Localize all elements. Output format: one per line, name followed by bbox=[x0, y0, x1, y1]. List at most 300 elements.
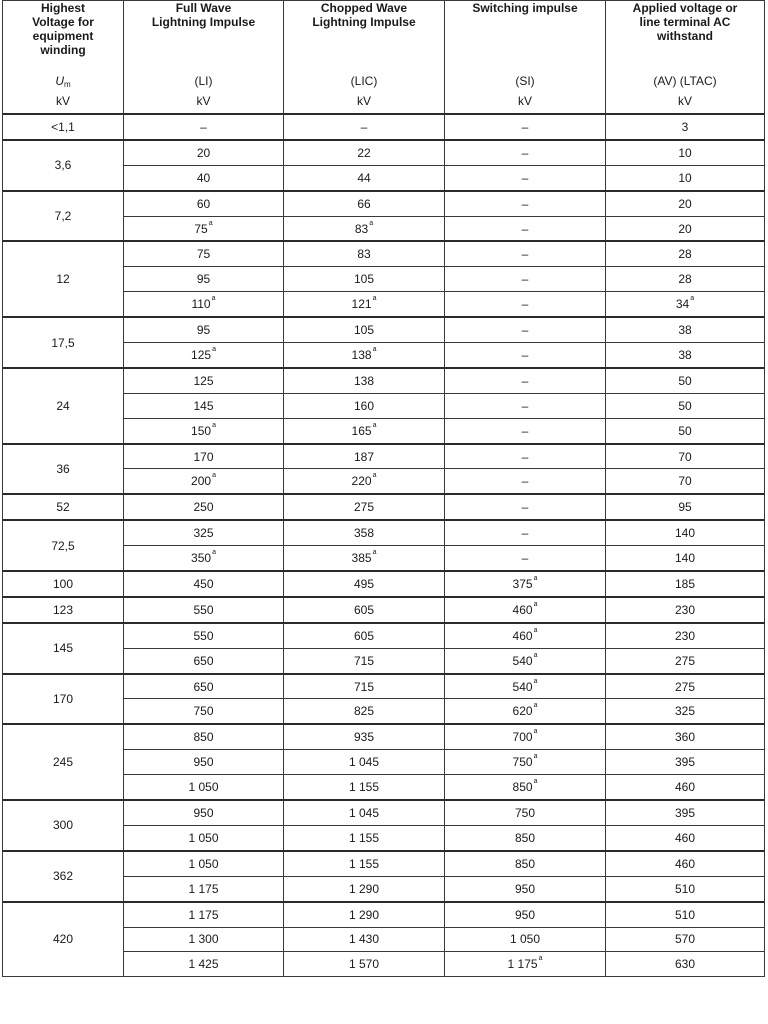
um-value: 7,2 bbox=[54, 209, 72, 224]
cell-si bbox=[445, 825, 606, 850]
cell-av bbox=[606, 393, 765, 418]
cell-si bbox=[445, 699, 606, 724]
table-row bbox=[3, 140, 765, 165]
si-value: 850 bbox=[514, 856, 536, 871]
cell-lic bbox=[284, 241, 445, 266]
cell-li bbox=[124, 952, 284, 977]
si-value: 950 bbox=[514, 881, 536, 896]
cell-si bbox=[445, 750, 606, 775]
cell-li bbox=[124, 876, 284, 901]
li-value: 450 bbox=[193, 576, 214, 591]
insulation-levels-table bbox=[2, 0, 765, 977]
table-row bbox=[3, 368, 765, 393]
cell-av bbox=[606, 825, 765, 850]
si-value: 460 bbox=[512, 628, 533, 643]
si-value: – bbox=[521, 423, 529, 438]
header-li bbox=[124, 1, 284, 115]
cell-si bbox=[445, 494, 606, 520]
cell-si bbox=[445, 952, 606, 977]
um-value: 300 bbox=[52, 818, 74, 833]
table-body bbox=[3, 114, 765, 977]
um-value: 170 bbox=[52, 691, 74, 706]
cell-um bbox=[3, 444, 124, 495]
cell-lic bbox=[284, 140, 445, 165]
li-value: 750 bbox=[193, 704, 214, 719]
av-value: 325 bbox=[674, 704, 696, 719]
cell-lic bbox=[284, 623, 445, 648]
um-value: 145 bbox=[52, 641, 74, 656]
lic-value: 605 bbox=[353, 628, 375, 643]
cell-si bbox=[445, 343, 606, 368]
table-row bbox=[3, 520, 765, 545]
footnote-mark: a bbox=[533, 574, 538, 582]
footnote-mark: a bbox=[533, 778, 538, 786]
lic-value: 1 570 bbox=[348, 957, 380, 972]
cell-li bbox=[124, 546, 284, 571]
cell-av bbox=[606, 165, 765, 190]
footnote-mark: a bbox=[533, 702, 538, 710]
cell-av bbox=[606, 597, 765, 623]
cell-li bbox=[124, 418, 284, 443]
av-value: 20 bbox=[678, 221, 692, 236]
lic-value: 66 bbox=[357, 196, 371, 211]
footnote-mark: a bbox=[372, 345, 377, 353]
cell-um bbox=[3, 851, 124, 902]
li-value: 950 bbox=[193, 755, 214, 770]
li-value: 850 bbox=[193, 730, 214, 745]
cell-si bbox=[445, 393, 606, 418]
um-value: 52 bbox=[56, 500, 70, 515]
li-value: 150 bbox=[191, 423, 212, 438]
table-row bbox=[3, 241, 765, 266]
cell-li bbox=[124, 750, 284, 775]
cell-av bbox=[606, 368, 765, 393]
av-value: 510 bbox=[674, 881, 696, 896]
cell-si bbox=[445, 724, 606, 749]
um-value: 12 bbox=[56, 272, 70, 287]
av-value: 460 bbox=[674, 780, 696, 795]
li-value: 1 300 bbox=[188, 932, 219, 947]
cell-av bbox=[606, 952, 765, 977]
cell-li bbox=[124, 469, 284, 494]
cell-li bbox=[124, 191, 284, 216]
si-value: – bbox=[521, 272, 529, 287]
cell-si bbox=[445, 191, 606, 216]
cell-lic bbox=[284, 292, 445, 317]
cell-lic bbox=[284, 393, 445, 418]
lic-value: 358 bbox=[353, 526, 375, 541]
cell-um bbox=[3, 191, 124, 242]
li-value: 650 bbox=[193, 679, 214, 694]
footnote-mark: a bbox=[533, 677, 538, 685]
footnote-mark: a bbox=[690, 295, 695, 303]
av-value: 50 bbox=[678, 373, 692, 388]
header-av-unit: kV bbox=[677, 94, 692, 108]
lic-value: 105 bbox=[353, 272, 375, 287]
cell-av bbox=[606, 699, 765, 724]
cell-si bbox=[445, 648, 606, 673]
um-value: 17,5 bbox=[51, 335, 75, 350]
lic-value: – bbox=[360, 119, 368, 134]
av-value: 460 bbox=[674, 830, 696, 845]
si-value: 750 bbox=[512, 755, 533, 770]
av-value: 50 bbox=[678, 423, 692, 438]
av-value: 510 bbox=[674, 907, 696, 922]
si-value: 375 bbox=[512, 576, 533, 591]
av-value: 395 bbox=[674, 755, 696, 770]
cell-um bbox=[3, 520, 124, 571]
footnote-mark: a bbox=[533, 753, 538, 761]
li-value: 125 bbox=[191, 347, 212, 362]
cell-si bbox=[445, 546, 606, 571]
cell-lic bbox=[284, 724, 445, 749]
li-value: 1 425 bbox=[188, 957, 219, 972]
cell-av bbox=[606, 343, 765, 368]
table-row bbox=[3, 597, 765, 623]
um-value: 123 bbox=[52, 602, 74, 617]
av-value: 275 bbox=[674, 653, 696, 668]
si-value: 700 bbox=[512, 730, 533, 745]
cell-um bbox=[3, 317, 124, 368]
cell-si bbox=[445, 775, 606, 800]
av-value: 38 bbox=[678, 347, 692, 362]
cell-lic bbox=[284, 699, 445, 724]
li-value: 110 bbox=[191, 297, 211, 312]
av-value: 70 bbox=[678, 449, 692, 464]
av-value: 395 bbox=[674, 805, 696, 820]
table-row bbox=[3, 851, 765, 876]
cell-si bbox=[445, 114, 606, 140]
header-um-unit: kV bbox=[55, 94, 70, 108]
cell-lic bbox=[284, 343, 445, 368]
header-lic-title: Chopped Wave Lightning Impulse bbox=[312, 1, 416, 29]
si-value: 850 bbox=[514, 830, 536, 845]
cell-um bbox=[3, 140, 124, 191]
cell-li bbox=[124, 800, 284, 825]
li-value: 1 050 bbox=[188, 830, 219, 845]
table-row bbox=[3, 800, 765, 825]
table-row bbox=[3, 902, 765, 927]
cell-av bbox=[606, 191, 765, 216]
cell-av bbox=[606, 317, 765, 342]
lic-value: 715 bbox=[353, 653, 375, 668]
cell-li bbox=[124, 851, 284, 876]
cell-si bbox=[445, 800, 606, 825]
um-value: 36 bbox=[56, 461, 70, 476]
cell-av bbox=[606, 241, 765, 266]
header-si bbox=[445, 1, 606, 115]
si-value: – bbox=[521, 119, 529, 134]
li-value: 20 bbox=[196, 145, 211, 160]
si-value: 1 175 bbox=[507, 957, 538, 972]
cell-lic bbox=[284, 825, 445, 850]
cell-av bbox=[606, 851, 765, 876]
li-value: – bbox=[200, 119, 207, 134]
av-value: 230 bbox=[674, 602, 696, 617]
cell-si bbox=[445, 876, 606, 901]
cell-av bbox=[606, 469, 765, 494]
lic-value: 715 bbox=[353, 679, 375, 694]
cell-lic bbox=[284, 648, 445, 673]
lic-value: 83 bbox=[354, 221, 369, 236]
cell-li bbox=[124, 292, 284, 317]
si-value: 850 bbox=[512, 780, 533, 795]
table-row bbox=[3, 623, 765, 648]
cell-um bbox=[3, 494, 124, 520]
cell-um bbox=[3, 724, 124, 800]
cell-av bbox=[606, 444, 765, 469]
lic-value: 1 430 bbox=[348, 932, 380, 947]
si-value: – bbox=[521, 196, 529, 211]
cell-lic bbox=[284, 191, 445, 216]
cell-si bbox=[445, 140, 606, 165]
li-value: 1 050 bbox=[188, 856, 219, 871]
cell-li bbox=[124, 571, 284, 597]
table-row bbox=[3, 191, 765, 216]
header-um-symbol: Um bbox=[55, 74, 71, 89]
cell-li bbox=[124, 114, 284, 140]
cell-li bbox=[124, 241, 284, 266]
cell-lic bbox=[284, 418, 445, 443]
av-value: 34 bbox=[675, 297, 690, 312]
li-value: 1 175 bbox=[188, 881, 219, 896]
cell-si bbox=[445, 597, 606, 623]
si-value: 1 050 bbox=[509, 932, 541, 947]
li-value: 1 050 bbox=[188, 780, 219, 795]
cell-av bbox=[606, 520, 765, 545]
cell-um bbox=[3, 114, 124, 140]
cell-si bbox=[445, 520, 606, 545]
li-value: 75 bbox=[196, 247, 211, 262]
si-value: – bbox=[521, 500, 529, 515]
table-row bbox=[3, 724, 765, 749]
cell-av bbox=[606, 623, 765, 648]
cell-si bbox=[445, 216, 606, 241]
lic-value: 138 bbox=[353, 373, 375, 388]
cell-um bbox=[3, 674, 124, 725]
av-value: 460 bbox=[674, 856, 696, 871]
cell-li bbox=[124, 216, 284, 241]
cell-si bbox=[445, 418, 606, 443]
cell-si bbox=[445, 267, 606, 292]
cell-li bbox=[124, 648, 284, 673]
cell-lic bbox=[284, 368, 445, 393]
cell-lic bbox=[284, 851, 445, 876]
cell-lic bbox=[284, 494, 445, 520]
li-value: 650 bbox=[193, 653, 214, 668]
av-value: 28 bbox=[678, 272, 692, 287]
cell-lic bbox=[284, 571, 445, 597]
li-value: 125 bbox=[193, 373, 214, 388]
header-um-title: Highest Voltage for equipment winding bbox=[32, 1, 94, 57]
lic-value: 44 bbox=[357, 170, 371, 185]
cell-lic bbox=[284, 520, 445, 545]
cell-lic bbox=[284, 775, 445, 800]
cell-av bbox=[606, 546, 765, 571]
cell-li bbox=[124, 343, 284, 368]
um-value: 420 bbox=[52, 932, 74, 947]
cell-av bbox=[606, 648, 765, 673]
li-value: 325 bbox=[193, 526, 214, 541]
cell-av bbox=[606, 140, 765, 165]
cell-lic bbox=[284, 469, 445, 494]
table-row bbox=[3, 317, 765, 342]
cell-si bbox=[445, 674, 606, 699]
cell-lic bbox=[284, 546, 445, 571]
cell-av bbox=[606, 902, 765, 927]
li-value: 550 bbox=[193, 602, 214, 617]
av-value: 360 bbox=[674, 730, 696, 745]
li-value: 950 bbox=[193, 805, 214, 820]
cell-li bbox=[124, 825, 284, 850]
cell-av bbox=[606, 750, 765, 775]
cell-um bbox=[3, 571, 124, 597]
av-value: 28 bbox=[678, 247, 692, 262]
cell-li bbox=[124, 317, 284, 342]
av-value: 230 bbox=[674, 628, 696, 643]
cell-lic bbox=[284, 750, 445, 775]
lic-value: 1 290 bbox=[348, 881, 380, 896]
lic-value: 385 bbox=[351, 551, 372, 566]
footnote-mark: a bbox=[533, 600, 538, 608]
si-value: 750 bbox=[514, 805, 536, 820]
header-av-symbol: (AV) (LTAC) bbox=[653, 74, 717, 88]
si-value: – bbox=[521, 398, 529, 413]
cell-av bbox=[606, 800, 765, 825]
table-row bbox=[3, 674, 765, 699]
si-value: 540 bbox=[512, 653, 533, 668]
lic-value: 22 bbox=[357, 145, 371, 160]
cell-si bbox=[445, 165, 606, 190]
cell-si bbox=[445, 241, 606, 266]
cell-lic bbox=[284, 267, 445, 292]
lic-value: 187 bbox=[353, 449, 375, 464]
av-value: 275 bbox=[674, 679, 696, 694]
um-value: 245 bbox=[52, 755, 74, 770]
li-value: 75 bbox=[194, 221, 208, 236]
cell-si bbox=[445, 292, 606, 317]
cell-si bbox=[445, 469, 606, 494]
cell-si bbox=[445, 317, 606, 342]
li-value: 170 bbox=[193, 449, 214, 464]
um-value: 3,6 bbox=[54, 158, 72, 173]
av-value: 570 bbox=[674, 932, 696, 947]
lic-value: 160 bbox=[353, 398, 375, 413]
header-si-title: Switching impulse bbox=[472, 1, 578, 15]
cell-lic bbox=[284, 952, 445, 977]
cell-li bbox=[124, 623, 284, 648]
si-value: – bbox=[521, 347, 529, 362]
si-value: – bbox=[521, 373, 529, 388]
cell-av bbox=[606, 724, 765, 749]
footnote-mark: a bbox=[212, 549, 216, 557]
av-value: 10 bbox=[678, 170, 692, 185]
av-value: 70 bbox=[678, 474, 692, 489]
lic-value: 1 045 bbox=[348, 755, 380, 770]
si-value: – bbox=[521, 247, 529, 262]
cell-li bbox=[124, 520, 284, 545]
av-value: 140 bbox=[674, 526, 696, 541]
cell-lic bbox=[284, 114, 445, 140]
si-value: – bbox=[521, 526, 529, 541]
cell-av bbox=[606, 927, 765, 952]
cell-lic bbox=[284, 800, 445, 825]
cell-si bbox=[445, 368, 606, 393]
li-value: 95 bbox=[196, 323, 211, 338]
si-value: – bbox=[521, 449, 529, 464]
cell-lic bbox=[284, 165, 445, 190]
cell-lic bbox=[284, 902, 445, 927]
li-value: 550 bbox=[193, 628, 214, 643]
footnote-mark: a bbox=[533, 626, 538, 634]
header-av-title: Applied voltage or line terminal AC withstand bbox=[632, 1, 738, 43]
si-value: 460 bbox=[512, 602, 533, 617]
cell-lic bbox=[284, 876, 445, 901]
av-value: 140 bbox=[674, 551, 696, 566]
cell-si bbox=[445, 571, 606, 597]
cell-lic bbox=[284, 927, 445, 952]
um-value: 100 bbox=[52, 576, 74, 591]
footnote-mark: a bbox=[208, 219, 213, 227]
cell-li bbox=[124, 902, 284, 927]
lic-value: 275 bbox=[353, 500, 375, 515]
footnote-mark: a bbox=[372, 472, 377, 480]
cell-li bbox=[124, 165, 284, 190]
lic-value: 165 bbox=[351, 423, 372, 438]
footnote-mark: a bbox=[533, 651, 538, 659]
si-value: – bbox=[521, 170, 529, 185]
cell-si bbox=[445, 927, 606, 952]
cell-av bbox=[606, 775, 765, 800]
cell-li bbox=[124, 267, 284, 292]
footnote-mark: a bbox=[369, 219, 374, 227]
header-lic bbox=[284, 1, 445, 115]
footnote-mark: a bbox=[212, 345, 216, 353]
lic-value: 935 bbox=[353, 730, 375, 745]
footnote-mark: a bbox=[211, 295, 216, 303]
header-row bbox=[3, 1, 765, 115]
table-row bbox=[3, 444, 765, 469]
av-value: 50 bbox=[678, 398, 692, 413]
cell-li bbox=[124, 393, 284, 418]
cell-av bbox=[606, 292, 765, 317]
table-row bbox=[3, 494, 765, 520]
lic-value: 121 bbox=[351, 297, 372, 312]
li-value: 200 bbox=[191, 474, 212, 489]
cell-lic bbox=[284, 216, 445, 241]
lic-value: 1 155 bbox=[348, 830, 380, 845]
av-value: 630 bbox=[674, 957, 696, 972]
cell-li bbox=[124, 597, 284, 623]
cell-li bbox=[124, 140, 284, 165]
footnote-mark: a bbox=[372, 549, 377, 557]
cell-li bbox=[124, 368, 284, 393]
lic-value: 83 bbox=[357, 247, 371, 262]
um-value: 72,5 bbox=[51, 538, 75, 553]
si-value: – bbox=[521, 221, 529, 236]
lic-value: 495 bbox=[353, 576, 375, 591]
cell-lic bbox=[284, 317, 445, 342]
cell-si bbox=[445, 444, 606, 469]
cell-av bbox=[606, 571, 765, 597]
cell-si bbox=[445, 623, 606, 648]
cell-av bbox=[606, 418, 765, 443]
si-value: – bbox=[521, 145, 529, 160]
cell-lic bbox=[284, 444, 445, 469]
si-value: – bbox=[521, 323, 529, 338]
lic-value: 1 155 bbox=[348, 780, 380, 795]
lic-value: 1 290 bbox=[348, 907, 380, 922]
